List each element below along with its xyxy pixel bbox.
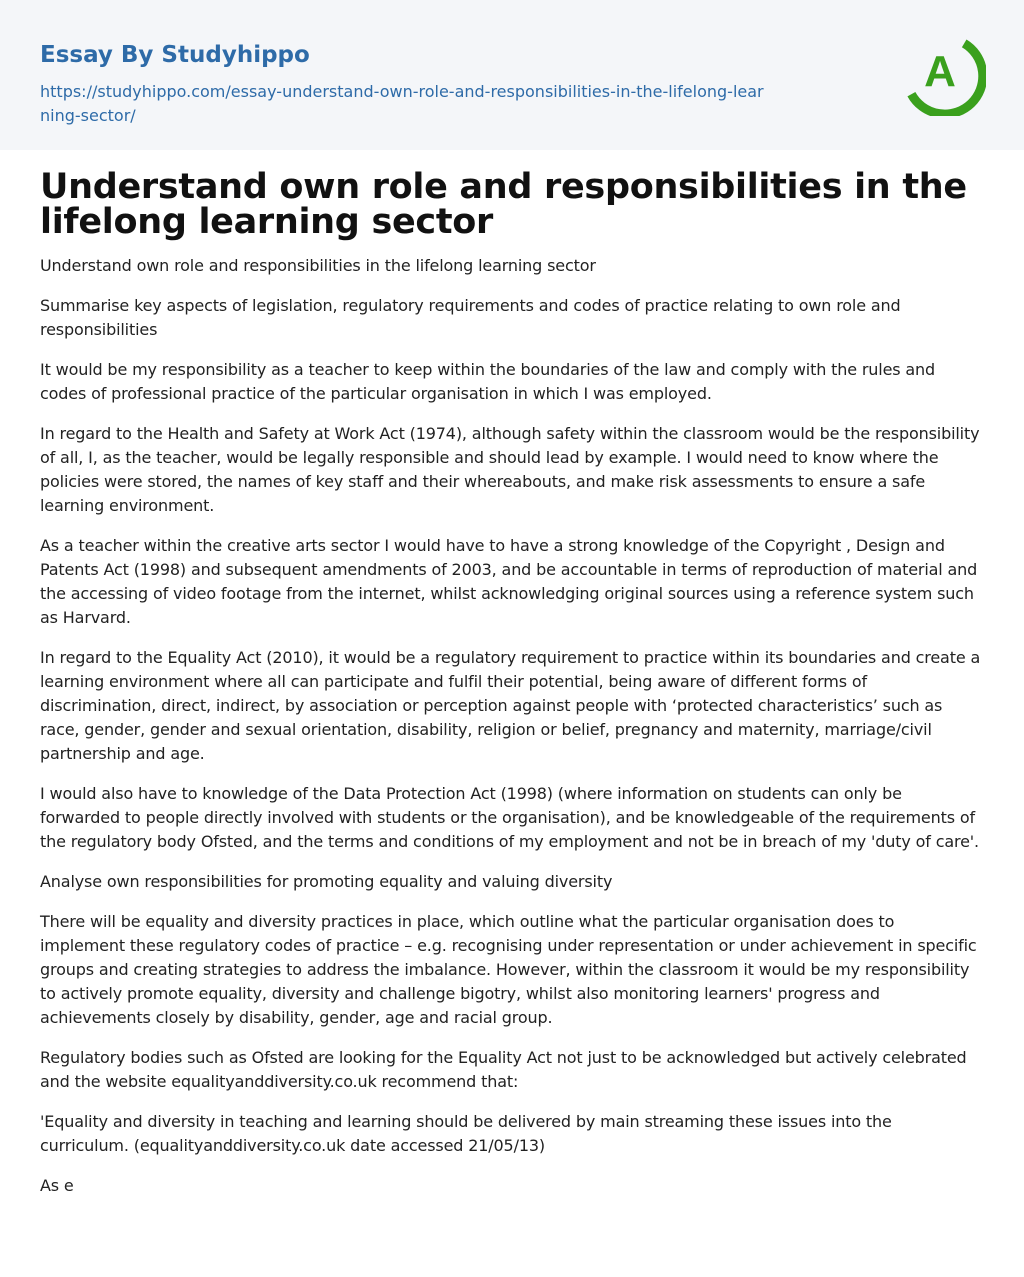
paragraph: There will be equality and diversity practices in place, which outline what the particular organisation does to implement these regulatory codes of practice – e.g. recognising under representation or under achievement in specific groups and creating strategies to address the imbalance. However, within the classroom it would be my responsibility to actively promote equality, diversity and challenge bigotry, whilst also monitoring learners' progress and achievements closely by disability, gender, age and racial group.	[40, 912, 977, 1027]
paragraph: As e	[40, 1176, 74, 1195]
paragraph: Summarise key aspects of legislation, regulatory requirements and codes of practice relating to own role and responsibilities	[40, 296, 901, 339]
paragraph: Analyse own responsibilities for promoting equality and valuing diversity	[40, 872, 613, 891]
paragraph: Regulatory bodies such as Ofsted are looking for the Equality Act not just to be acknowledged but actively celebrated and the website equalityanddiversity.co.uk recommend that:	[40, 1048, 967, 1091]
paragraph: It would be my responsibility as a teacher to keep within the boundaries of the law and comply with the rules and codes of professional practice of the particular organisation in which I was employed.	[40, 360, 936, 403]
logo-letter: A	[924, 47, 956, 96]
paragraph: In regard to the Equality Act (2010), it would be a regulatory requirement to practice within its boundaries and create a learning environment where all can participate and fulfil their potential, being aware of different forms of discrimination, direct, indirect, by association or perception against people with ‘protected characteristics’ such as race, gender, gender and sexual orientation, disability, religion or belief, pregnancy and maternity, marriage/civil partnership and age.	[40, 648, 981, 763]
paragraph: As a teacher within the creative arts sector I would have to have a strong knowledge of the Copyright , Design and Patents Act (1998) and subsequent amendments of 2003, and be accountable in terms of reproduction of material and the accessing of video footage from the internet, whilst acknowledging original sources using a reference system such as Harvard.	[40, 536, 978, 627]
paragraph: Understand own role and responsibilities in the lifelong learning sector	[40, 256, 596, 275]
studyhippo-logo-icon[interactable]	[898, 28, 986, 116]
site-header	[0, 0, 1024, 150]
paragraph: In regard to the Health and Safety at Work Act (1974), although safety within the classroom would be the responsibility of all, I, as the teacher, would be legally responsible and should lead by example. I would need to know where the policies were stored, the names of key staff and their whereabouts, and make risk assessments to ensure a safe learning environment.	[40, 424, 980, 515]
article	[0, 150, 1024, 1198]
paragraph: 'Equality and diversity in teaching and learning should be delivered by main streaming these issues into the curriculum. (equalityanddiversity.co.uk date accessed 21/05/13)	[40, 1112, 892, 1155]
site-brand[interactable]: Essay By Studyhippo	[40, 42, 310, 68]
paragraph: I would also have to knowledge of the Data Protection Act (1998) (where information on students can only be forwarded to people directly involved with students or the organisation), and be knowledgeable of the requirements of the regulatory body Ofsted, and the terms and conditions of my employment and not be in breach of my 'duty of care'.	[40, 784, 979, 851]
essay-url-link[interactable]: https://studyhippo.com/essay-understand-own-role-and-responsibilities-in-the-lifelong-learning-sector/	[40, 82, 764, 125]
article-title: Understand own role and responsibilities in the lifelong learning sector	[40, 167, 967, 242]
